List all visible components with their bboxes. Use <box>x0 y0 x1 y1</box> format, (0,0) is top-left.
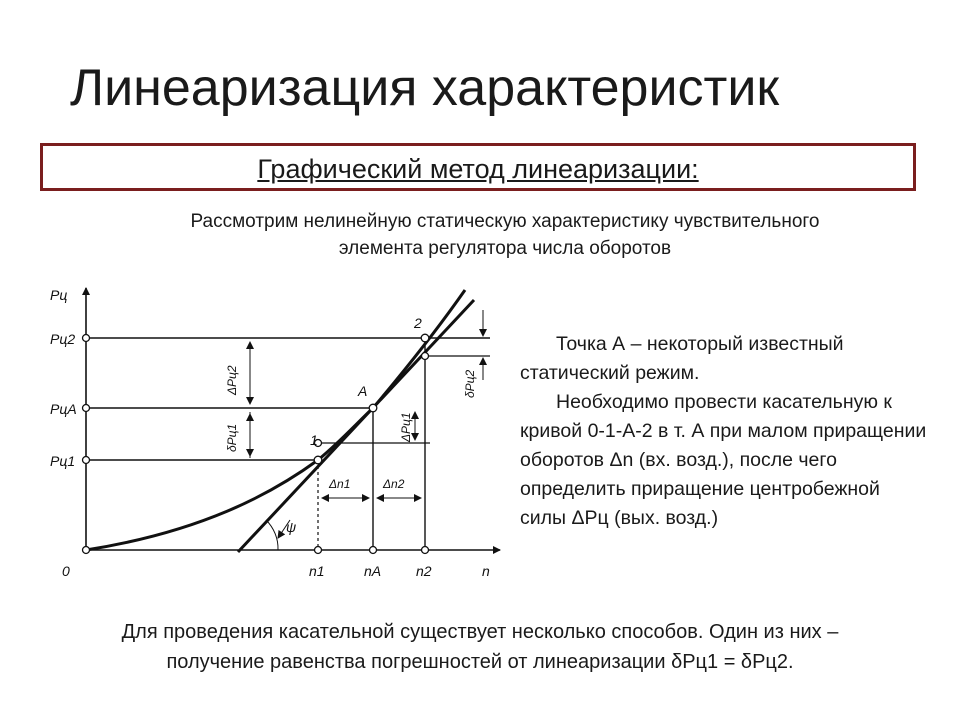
subtitle-frame <box>40 143 916 191</box>
delta-pc1-label: ΔPц1 <box>399 412 413 442</box>
x-tick-na: nA <box>364 563 382 579</box>
small-delta-pc2-label: δPц2 <box>463 369 477 398</box>
marker-pc1 <box>83 457 90 464</box>
point-a <box>369 404 377 412</box>
intro-line-1: Рассмотрим нелинейную статическую характеристику чувствительного <box>190 211 820 232</box>
y-tick-pc1: Pц1 <box>50 453 76 469</box>
delta-pc2-label: ΔPц2 <box>225 365 239 395</box>
delta-n1-label: Δn1 <box>329 477 351 491</box>
bottom-line-2: получение равенства погрешностей от линеаризации δРц1 = δРц2. <box>166 651 794 673</box>
point-1 <box>314 456 322 464</box>
y-tick-pc2: Pц2 <box>50 331 76 347</box>
bottom-line-1: Для проведения касательной существует несколько способов. Один из них – <box>121 621 839 643</box>
x-axis-label: n <box>482 563 490 579</box>
delta-n2-label: Δn2 <box>383 477 405 491</box>
characteristic-diagram <box>0 270 510 600</box>
side-explanation <box>520 330 930 533</box>
intro-line-2: элемента регулятора числа оборотов <box>338 238 672 259</box>
point-label-2: 2 <box>414 315 422 331</box>
point-2 <box>421 334 429 342</box>
marker-pca <box>83 405 90 412</box>
x-tick-n2: n2 <box>416 563 432 579</box>
marker-na <box>370 547 377 554</box>
point-label-a: A <box>358 383 368 399</box>
side-paragraph-1: Точка А – некоторый известный статический режим. <box>520 333 844 384</box>
y-axis-label: Pц <box>50 287 68 303</box>
side-paragraph-2: Необходимо провести касательную к кривой 0-1-А-2 в т. А при малом приращении оборотов Δn (вх. возд.), после чего определить приращение центробежной силы ΔРц (вых. возд.) <box>520 391 927 529</box>
bottom-text <box>0 617 960 677</box>
subtitle: Графический метод линеаризации: <box>257 154 699 184</box>
point-2-tangent <box>422 353 429 360</box>
angle-label: ψ <box>286 519 297 535</box>
marker-pc2 <box>83 335 90 342</box>
point-label-1: 1 <box>310 432 318 448</box>
y-tick-pca: PцA <box>50 401 77 417</box>
small-delta-pc1-label: δPц1 <box>225 423 239 452</box>
marker-origin <box>83 547 90 554</box>
marker-n2 <box>422 547 429 554</box>
page-title: Линеаризация характеристик <box>70 59 780 117</box>
intro-text <box>90 208 920 262</box>
x-tick-n1: n1 <box>309 563 325 579</box>
origin-label: 0 <box>62 563 70 579</box>
angle-arc <box>266 520 278 550</box>
marker-n1 <box>315 547 322 554</box>
